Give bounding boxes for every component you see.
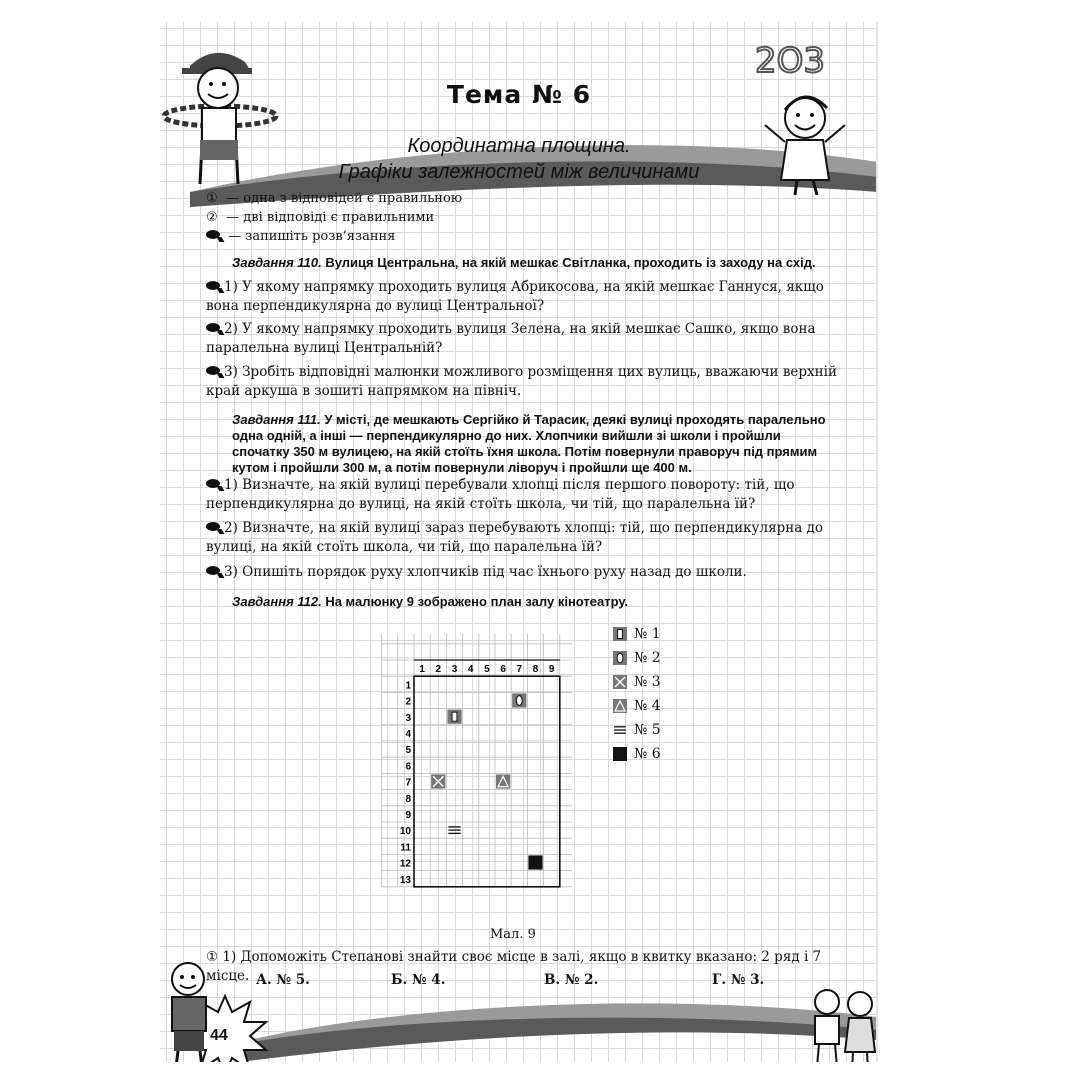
task-text: На малюнку 9 зображено план залу кінотеатру. xyxy=(325,594,629,609)
task-text: Вулиця Центральна, на якій мешкає Світланка, проходить із заходу на схід. xyxy=(325,255,816,270)
speech-bubble-icon xyxy=(206,230,220,239)
row-number-label: 9 xyxy=(405,810,411,821)
seat-lines xyxy=(448,827,460,833)
seat-lines-icon xyxy=(612,722,628,738)
legend-text: — дві відповіді є правильними xyxy=(226,210,435,225)
row-number-label: 10 xyxy=(399,826,411,838)
seat-oval-icon xyxy=(612,650,628,666)
seat-legend-label: № 6 xyxy=(634,746,661,762)
legend-two-correct xyxy=(206,210,434,225)
task-111-question-2 xyxy=(206,519,846,557)
figure-caption: Мал. 9 xyxy=(490,927,536,942)
question-text: 1) Визначте, на якій вулиці перебували хлопці після першого повороту: тій, що перпендикулярна до вулиці, на якій стоїть школа, чи тій, що паралельна їй? xyxy=(206,477,795,512)
task-111-question-1 xyxy=(206,476,846,514)
seat-legend-label: № 3 xyxy=(634,674,661,690)
seat-cross-icon xyxy=(612,674,628,690)
seat-rect xyxy=(613,627,627,641)
row-number-label: 6 xyxy=(405,761,411,773)
task-label: Завдання 110. xyxy=(232,255,322,270)
seat-legend-item xyxy=(612,650,661,666)
speech-bubble-icon xyxy=(206,479,220,488)
kids-bottom-illustration xyxy=(805,972,878,1062)
task-label: Завдання 111. xyxy=(232,412,321,427)
seat-rect-icon xyxy=(612,626,628,642)
seat-number-label: 7 xyxy=(516,664,523,676)
answer-a[interactable]: А. № 5. xyxy=(256,972,310,988)
row-number-label: 8 xyxy=(405,793,411,805)
seat-legend-label: № 1 xyxy=(634,626,661,642)
speech-bubble-icon xyxy=(206,323,220,332)
seat-number-label: 2 xyxy=(435,664,442,676)
task-text: У місті, де мешкають Сергійко й Тарасик, деякі вулиці проходять паралельно одна одній, а інші — перпендикулярно до них. Хлопчики вийшли зі школи і пройшли спочатку 350 м вулицею, на якій стоїть їхня школа. Потім повернули праворуч під прямим кутом і пройшли 300 м, а потім повернули ліворуч і пройшли ще 400 м. xyxy=(232,412,826,475)
seat-legend-item xyxy=(612,674,661,690)
seat-black-icon xyxy=(612,746,628,762)
speech-bubble-icon xyxy=(206,522,220,531)
seat-legend-label: № 5 xyxy=(634,722,661,738)
legend-write-solution xyxy=(206,229,395,244)
speech-bubble-icon xyxy=(206,281,220,290)
page-number: 44 xyxy=(210,1027,228,1044)
seat-lines xyxy=(614,727,626,733)
seat-legend-item xyxy=(612,746,661,762)
task-110-heading xyxy=(232,255,842,271)
seat-rect xyxy=(447,710,461,724)
cinema-hall-plan xyxy=(372,634,572,894)
corner-number: 2O3 xyxy=(755,41,826,81)
row-number-label: 1 xyxy=(405,680,411,692)
task-112-heading xyxy=(232,594,842,610)
seat-number-label: 6 xyxy=(500,664,506,676)
circled-one-icon: ① xyxy=(206,949,219,965)
seat-number-label: 3 xyxy=(451,664,458,676)
question-text: 2) Визначте, на якій вулиці зараз перебувають хлопці: тій, що перпендикулярна до вулиці, на якій стоїть школа, чи тій, що паралельна їй? xyxy=(206,520,824,555)
task-111-heading xyxy=(232,412,832,476)
legend-one-correct xyxy=(206,191,462,206)
topic-title: Тема № 6 xyxy=(446,80,592,109)
page-edge xyxy=(876,22,878,1062)
task-label: Завдання 112. xyxy=(232,594,322,609)
task-110-question-1 xyxy=(206,278,846,316)
question-text: 3) Опишіть порядок руху хлопчиків під час їхнього руху назад до школи. xyxy=(224,564,747,580)
seat-triangle-icon xyxy=(612,698,628,714)
task-110-question-3 xyxy=(206,363,846,401)
question-text: 2) У якому напрямку проходить вулиця Зелена, на якій мешкає Сашко, якщо вона паралельна вулиці Центральній? xyxy=(206,321,816,356)
seat-black xyxy=(613,747,627,761)
task-110-question-2 xyxy=(206,320,846,358)
seat-black xyxy=(528,855,542,869)
seat-number-label: 5 xyxy=(484,664,490,676)
seat-triangle xyxy=(496,774,510,788)
speech-bubble-icon xyxy=(206,366,220,375)
question-text: 3) Зробіть відповідні малюнки можливого розміщення цих вулиць, вважаючи верхній край аркуша в зошиті напрямком на північ. xyxy=(206,364,837,399)
row-number-label: 2 xyxy=(405,696,411,708)
row-number-label: 13 xyxy=(399,874,411,886)
seat-cross xyxy=(613,675,627,689)
answer-b[interactable]: Б. № 4. xyxy=(391,972,446,988)
row-number-label: 11 xyxy=(400,842,411,854)
seat-triangle xyxy=(613,699,627,713)
seat-number-label: 4 xyxy=(467,664,474,676)
circled-two-icon: ② xyxy=(206,210,218,225)
legend-text: — одна з відповідей є правильною xyxy=(226,191,463,206)
boy-bottom-illustration xyxy=(160,957,220,1062)
row-number-label: 12 xyxy=(399,858,411,870)
row-number-label: 7 xyxy=(405,777,411,789)
seat-oval xyxy=(613,651,627,665)
page-title-line2: Графіки залежностей між величинами xyxy=(338,161,700,183)
circled-one-icon: ① xyxy=(206,191,218,206)
page-title-line1: Координатна площина. xyxy=(407,135,631,157)
task-111-question-3 xyxy=(206,563,846,582)
speech-bubble-icon xyxy=(206,566,220,575)
seat-number-label: 1 xyxy=(419,664,425,676)
seat-legend-item xyxy=(612,626,661,642)
legend-text: — запишіть розв’язання xyxy=(228,229,396,244)
question-text: 1) У якому напрямку проходить вулиця Абрикосова, на якій мешкає Ганнуся, якщо вона перпендикулярна до вулиці Центральної? xyxy=(206,279,824,314)
seat-legend-label: № 2 xyxy=(634,650,661,666)
seat-legend-label: № 4 xyxy=(634,698,661,714)
question-text: 1) Допоможіть Степанові знайти своє місце в залі, якщо в квитку вказано: 2 ряд і 7 місце. xyxy=(206,949,822,984)
seat-legend-item xyxy=(612,722,661,738)
seat-cross xyxy=(431,774,445,788)
seat-legend-item xyxy=(612,698,661,714)
seat-number-label: 8 xyxy=(532,664,539,676)
seat-oval xyxy=(512,693,526,707)
answer-c[interactable]: В. № 2. xyxy=(544,972,599,988)
answer-d[interactable]: Г. № 3. xyxy=(712,972,765,988)
page xyxy=(160,22,878,1062)
row-number-label: 5 xyxy=(405,745,411,757)
row-number-label: 4 xyxy=(405,729,411,740)
row-number-label: 3 xyxy=(405,712,411,724)
seat-number-label: 9 xyxy=(548,664,555,676)
